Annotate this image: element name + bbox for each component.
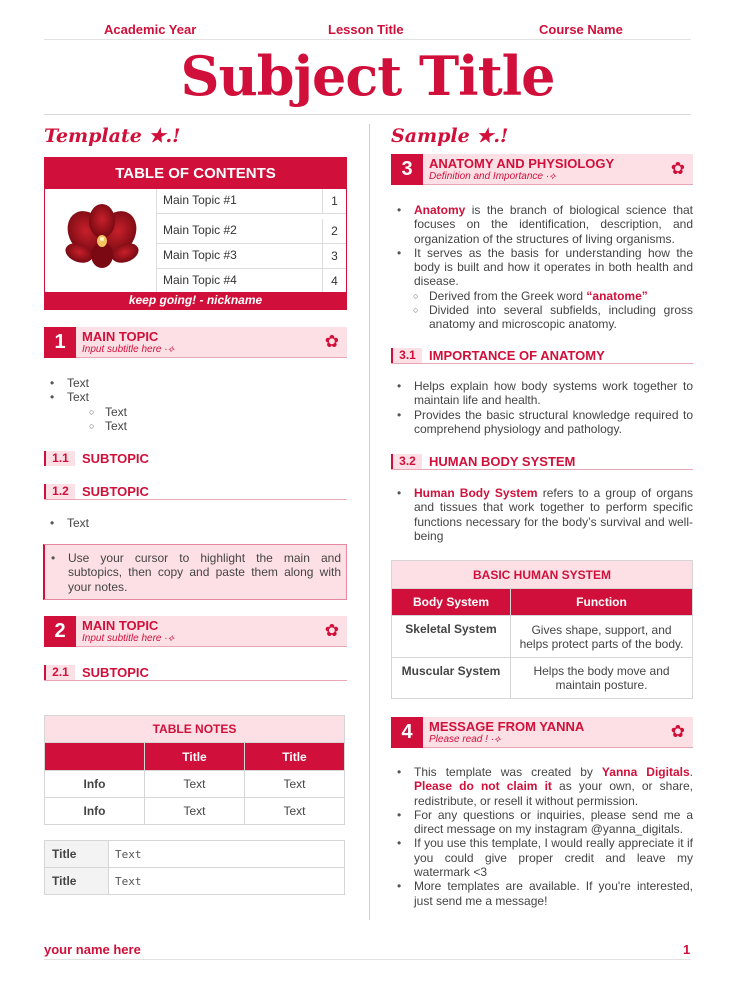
list-item: • More templates are available. If you're interested, just send me a message! <box>391 879 693 908</box>
toc-row[interactable]: Main Topic #1 1 <box>157 189 346 214</box>
section-number: 3 <box>391 154 423 185</box>
list-subitem: ○ Derived from the Greek word “anatome” <box>391 289 693 303</box>
header-bar <box>44 18 691 40</box>
template-heading: Template ★.! <box>44 125 181 147</box>
academic-year: Academic Year <box>104 22 197 37</box>
toc-title: TABLE OF CONTENTS <box>45 158 346 189</box>
flower-icon: ✿ <box>324 621 339 640</box>
subtopic-1-1: 1.1 SUBTOPIC <box>44 451 347 467</box>
callout-box <box>43 544 347 600</box>
subtopic-2-1: 2.1 SUBTOPIC <box>44 665 347 681</box>
body-system-table <box>391 560 693 699</box>
table-row: Title Text <box>45 841 345 868</box>
section-title: ANATOMY AND PHYSIOLOGY <box>429 156 615 171</box>
section-subtitle: Please read ! ·⟡ <box>429 734 501 745</box>
table-row: Muscular System Helps the body move and maintain posture. <box>392 658 693 699</box>
section-number: 2 <box>44 616 76 647</box>
section3-list <box>391 203 693 332</box>
section-title: MAIN TOPIC <box>82 329 159 344</box>
flower-icon: ✿ <box>324 332 339 351</box>
callout-text: • Use your cursor to highlight the main and subtopics, then copy and paste them along with your notes. <box>45 551 341 594</box>
list-subitem: ○ Divided into several subfields, including gross anatomy and microscopic anatomy. <box>391 303 693 332</box>
column-header: Function <box>511 589 693 616</box>
section-subtitle: Input subtitle here ·⟡ <box>82 633 175 644</box>
subtopic-3-1-list <box>391 379 693 436</box>
list-item: • Text <box>44 516 344 530</box>
toc-row[interactable]: Main Topic #3 3 <box>157 244 346 269</box>
section-banner-4 <box>391 717 693 748</box>
footer-name: your name here <box>44 942 141 957</box>
list-item: • Provides the basic structural knowledge required to comprehend physiology and pathology. <box>391 408 693 437</box>
toc-row[interactable]: Main Topic #2 2 <box>157 219 346 244</box>
orchid-image <box>45 189 157 293</box>
section-title: MAIN TOPIC <box>82 618 159 633</box>
list-item: • Text <box>44 376 344 390</box>
list-item: • This template was created by Yanna Digitals. Please do not claim it as your own, or share, redistribute, or resell it without permission. <box>391 765 693 808</box>
list-item: • Text ○ Text ○ Text <box>44 390 344 433</box>
section-number: 1 <box>44 327 76 358</box>
table-notes <box>44 715 345 825</box>
list-item: • Human Body System refers to a group of organs and tissues that work together to perform specific functions necessary for the body’s survival and well-being <box>391 486 693 543</box>
section-banner-1 <box>44 327 347 358</box>
page-number: 1 <box>683 942 691 957</box>
table-row: Title Text <box>45 868 345 895</box>
subtopic-1-2: 1.2 SUBTOPIC <box>44 484 347 500</box>
key-value-table <box>44 840 345 895</box>
list-subitem: ○ Text <box>67 419 344 433</box>
subtopic-3-2: 3.2 HUMAN BODY SYSTEM <box>391 454 693 470</box>
list-item: • It serves as the basis for understanding how the body is built and how it operates in both health and disease. <box>391 246 693 289</box>
section-number: 4 <box>391 717 423 748</box>
list-item: • Helps explain how body systems work together to maintain life and health. <box>391 379 693 408</box>
course-name: Course Name <box>539 22 623 37</box>
column-header: Title <box>245 743 345 771</box>
table-row: Info Text Text <box>45 798 345 825</box>
section-subtitle: Definition and Importance ·⟡ <box>429 171 556 182</box>
subtopic-3-2-list <box>391 486 693 543</box>
title-divider <box>44 114 691 115</box>
table-notes-title: TABLE NOTES <box>45 716 345 743</box>
toc-footer: keep going! - nickname <box>45 292 346 309</box>
lesson-title: Lesson Title <box>328 22 404 37</box>
flower-icon: ✿ <box>670 722 685 741</box>
section-banner-2 <box>44 616 347 647</box>
body-system-table-title: BASIC HUMAN SYSTEM <box>392 561 693 589</box>
section-title: MESSAGE FROM YANNA <box>429 719 585 734</box>
flower-icon: ✿ <box>670 159 685 178</box>
toc-row[interactable]: Main Topic #4 4 <box>157 269 346 294</box>
table-of-contents <box>44 157 347 310</box>
list-item: • Anatomy is the branch of biological science that focuses on the identification, description, and organization of the structures of living organisms. <box>391 203 693 246</box>
section-banner-3 <box>391 154 693 185</box>
footer-divider <box>44 959 691 960</box>
column-divider <box>369 124 370 920</box>
list-subitem: ○ Text <box>67 405 344 419</box>
list-item: • For any questions or inquiries, please send me a direct message on my instagram @yanna_digitals. <box>391 808 693 837</box>
subtopic-1-2-list <box>44 516 344 530</box>
column-header: Title <box>145 743 245 771</box>
sample-heading: Sample ★.! <box>391 125 509 147</box>
page-title: Subject Title <box>180 44 555 108</box>
list-item: • If you use this template, I would really appreciate it if you could give proper credit and leave my watermark <3 <box>391 836 693 879</box>
section1-list <box>44 376 344 433</box>
subtopic-3-1: 3.1 IMPORTANCE OF ANATOMY <box>391 348 693 364</box>
table-row: Info Text Text <box>45 771 345 798</box>
table-row: Skeletal System Gives shape, support, and helps protect parts of the body. <box>392 616 693 658</box>
section4-list <box>391 765 693 908</box>
section-subtitle: Input subtitle here ·⟡ <box>82 344 175 355</box>
column-header: Body System <box>392 589 511 616</box>
